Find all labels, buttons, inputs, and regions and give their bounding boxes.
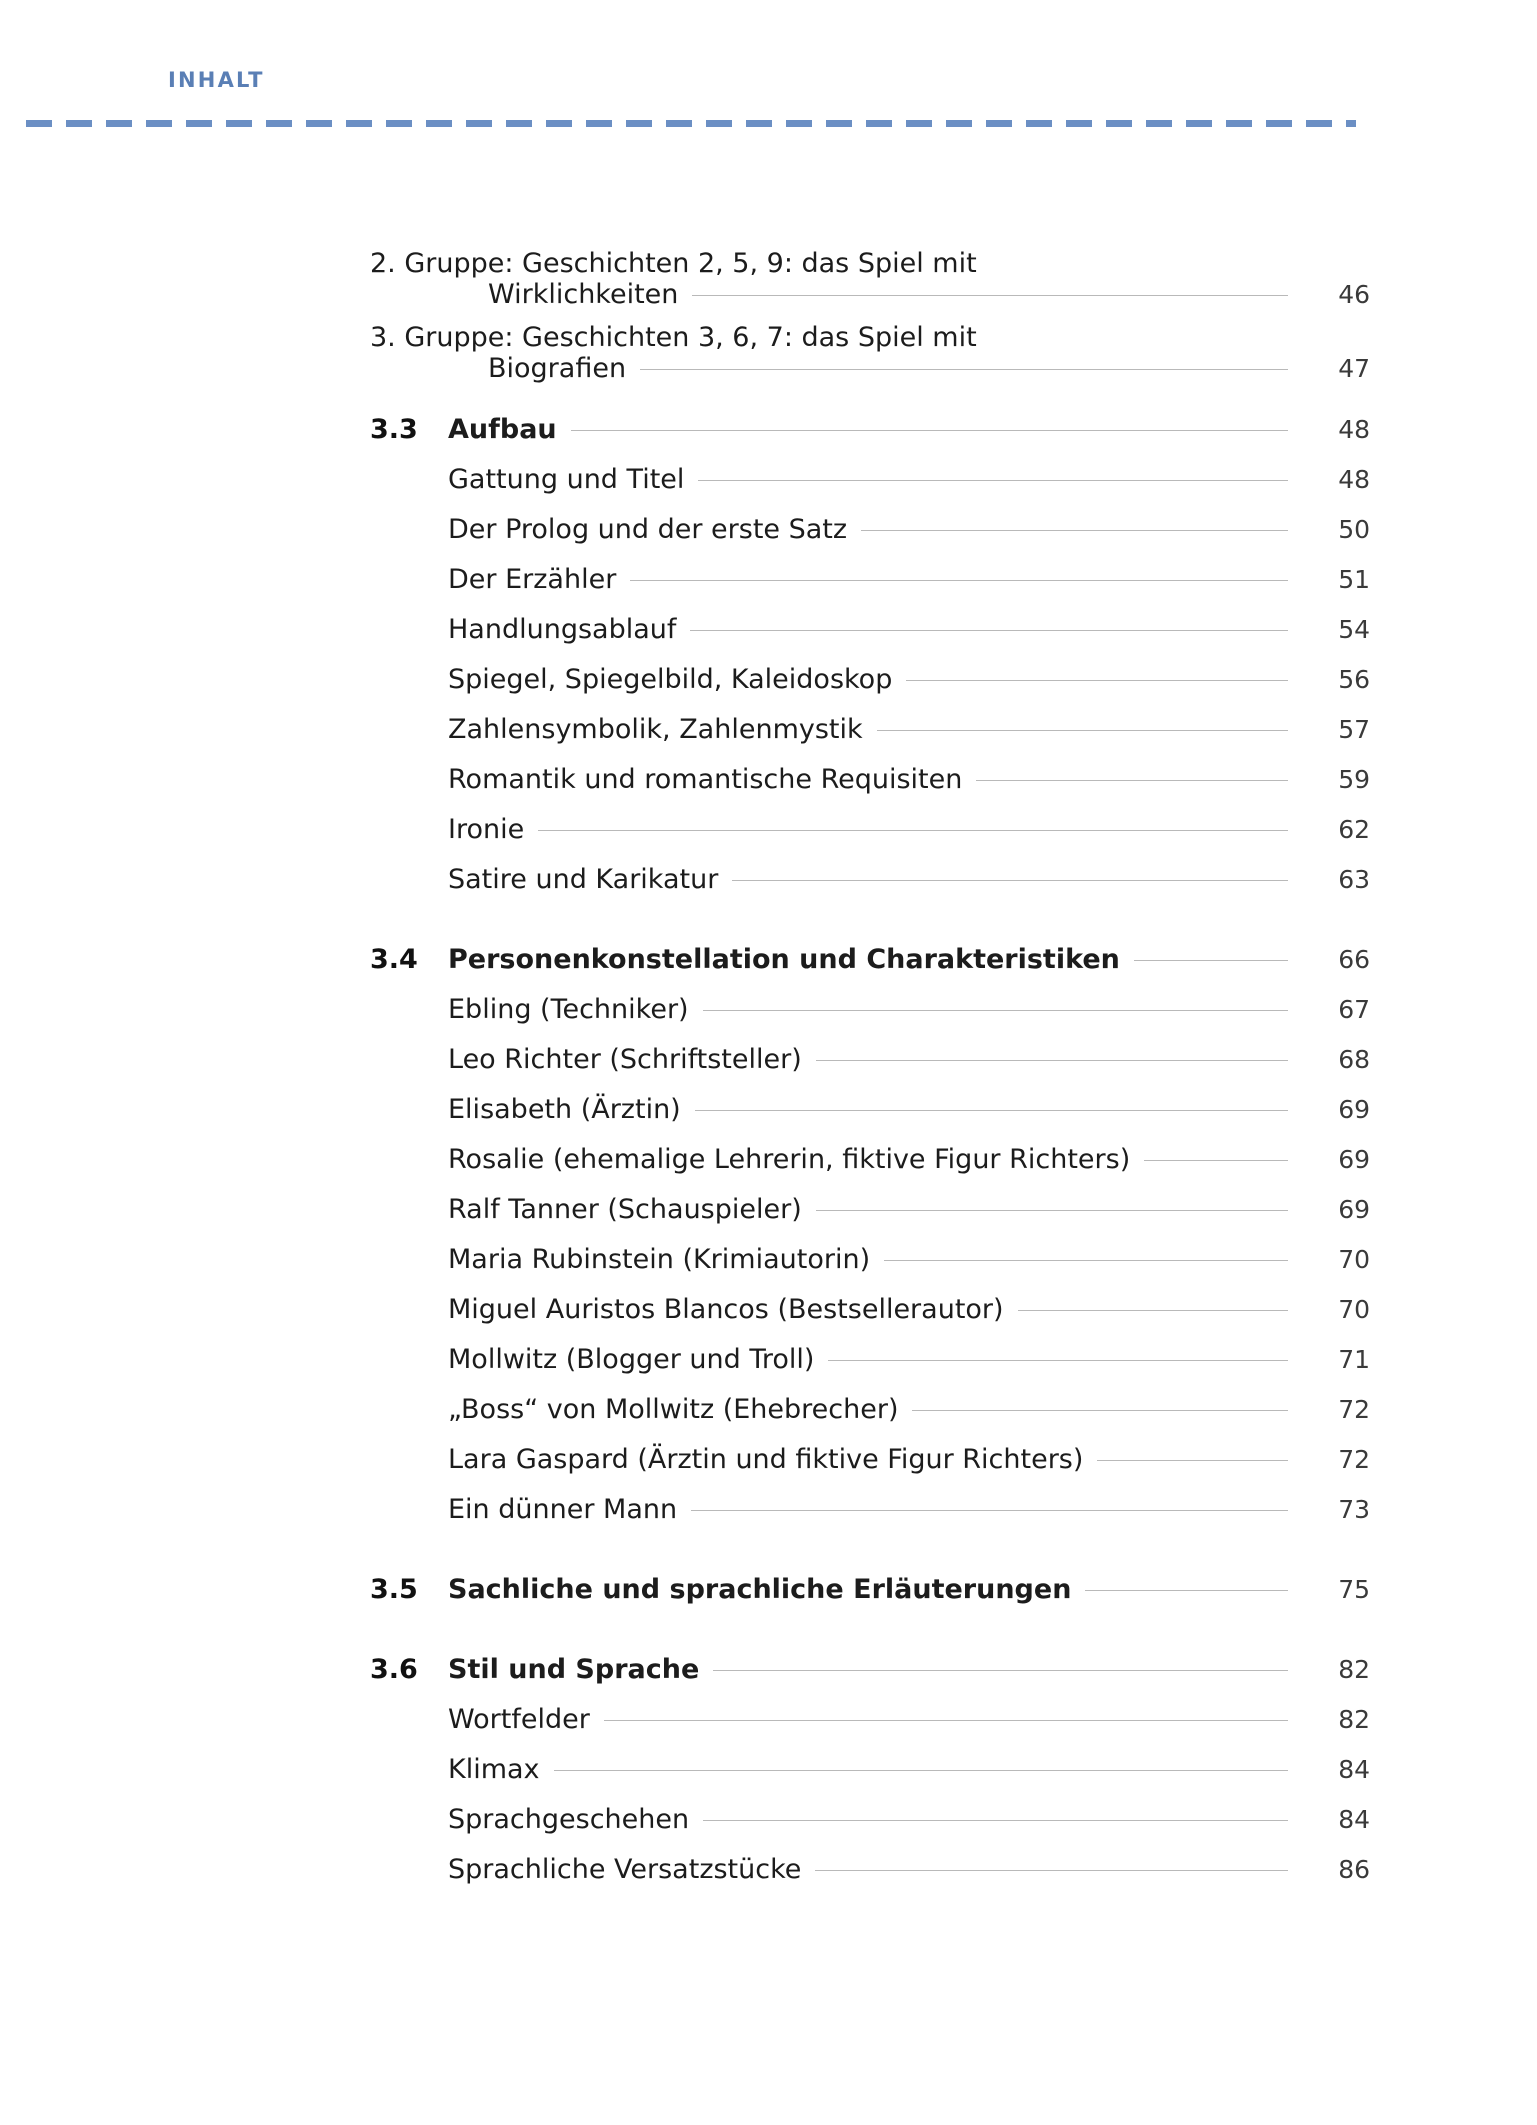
toc-page-number: 48 bbox=[1338, 465, 1370, 494]
toc-leader bbox=[861, 530, 1288, 531]
toc-group-entry[interactable] bbox=[370, 322, 1370, 384]
toc-page-number: 86 bbox=[1338, 1855, 1370, 1884]
toc-section-number: 3.3 bbox=[370, 414, 418, 445]
toc-item-title: Ein dünner Mann bbox=[448, 1494, 678, 1525]
spacer bbox=[0, 310, 1537, 322]
toc-leader bbox=[816, 1210, 1288, 1211]
toc-item-title: Miguel Auristos Blancos (Bestsellerautor) bbox=[448, 1294, 1004, 1325]
toc-item[interactable] bbox=[370, 1344, 1370, 1394]
toc-section-number: 3.6 bbox=[370, 1654, 418, 1685]
toc-leader bbox=[554, 1770, 1288, 1771]
toc-item[interactable] bbox=[370, 1754, 1370, 1804]
toc-group-line2: Wirklichkeiten bbox=[488, 279, 679, 310]
header-label: INHALT bbox=[168, 68, 265, 92]
toc-leader bbox=[604, 1720, 1288, 1721]
spacer bbox=[0, 384, 1537, 414]
toc-item-title: Ebling (Techniker) bbox=[448, 994, 689, 1025]
toc-section-3-6[interactable] bbox=[370, 1654, 1370, 1704]
toc-item[interactable] bbox=[370, 564, 1370, 614]
toc-leader bbox=[816, 1060, 1288, 1061]
toc-item-title: Satire und Karikatur bbox=[448, 864, 719, 895]
toc-item-title: Zahlensymbolik, Zahlenmystik bbox=[448, 714, 863, 745]
spacer bbox=[0, 1624, 1537, 1654]
toc-section-3-4[interactable] bbox=[370, 944, 1370, 994]
toc-item[interactable] bbox=[370, 1394, 1370, 1444]
toc-item-title: Gattung und Titel bbox=[448, 464, 685, 495]
toc-page-number: 68 bbox=[1338, 1045, 1370, 1074]
toc-item[interactable] bbox=[370, 1144, 1370, 1194]
toc-item-title: Lara Gaspard (Ärztin und fiktive Figur Richters) bbox=[448, 1444, 1084, 1475]
toc-group-entry[interactable] bbox=[370, 248, 1370, 310]
toc-page-number: 59 bbox=[1338, 765, 1370, 794]
toc-leader bbox=[732, 880, 1288, 881]
toc-page-number: 84 bbox=[1338, 1755, 1370, 1784]
toc-page-number: 54 bbox=[1338, 615, 1370, 644]
toc-leader bbox=[713, 1670, 1288, 1671]
toc-leader bbox=[912, 1410, 1288, 1411]
toc-page-number: 66 bbox=[1338, 945, 1370, 974]
toc-item[interactable] bbox=[370, 614, 1370, 664]
toc-leader bbox=[691, 1510, 1288, 1511]
toc-leader bbox=[1085, 1590, 1288, 1591]
table-of-contents bbox=[0, 248, 1537, 1904]
toc-page-number: 71 bbox=[1338, 1345, 1370, 1374]
toc-page-number: 46 bbox=[1338, 280, 1370, 309]
toc-page-number: 57 bbox=[1338, 715, 1370, 744]
toc-page-number: 82 bbox=[1338, 1655, 1370, 1684]
toc-section-title: Personenkonstellation und Charakteristiken bbox=[448, 944, 1120, 975]
toc-item-title: Sprachgeschehen bbox=[448, 1804, 690, 1835]
toc-page-number: 75 bbox=[1338, 1575, 1370, 1604]
toc-page-number: 51 bbox=[1338, 565, 1370, 594]
toc-leader bbox=[692, 295, 1288, 296]
toc-leader bbox=[703, 1820, 1288, 1821]
toc-section-title: Stil und Sprache bbox=[448, 1654, 700, 1685]
toc-leader bbox=[698, 480, 1288, 481]
toc-page-number: 72 bbox=[1338, 1395, 1370, 1424]
toc-leader bbox=[1018, 1310, 1288, 1311]
toc-page-number: 47 bbox=[1338, 354, 1370, 383]
toc-leader bbox=[906, 680, 1288, 681]
toc-item[interactable] bbox=[370, 664, 1370, 714]
toc-group-line1: 2. Gruppe: Geschichten 2, 5, 9: das Spiel mit bbox=[370, 248, 977, 279]
toc-leader bbox=[703, 1010, 1288, 1011]
toc-item-title: Romantik und romantische Requisiten bbox=[448, 764, 963, 795]
toc-item-title: Der Prolog und der erste Satz bbox=[448, 514, 848, 545]
toc-page-number: 84 bbox=[1338, 1805, 1370, 1834]
toc-item-title: Handlungsablauf bbox=[448, 614, 677, 645]
toc-item-title: „Boss“ von Mollwitz (Ehebrecher) bbox=[448, 1394, 899, 1425]
toc-page-number: 62 bbox=[1338, 815, 1370, 844]
toc-leader bbox=[571, 430, 1288, 431]
toc-leader bbox=[1134, 960, 1288, 961]
toc-item[interactable] bbox=[370, 994, 1370, 1044]
toc-item[interactable] bbox=[370, 1294, 1370, 1344]
toc-item-title: Maria Rubinstein (Krimiautorin) bbox=[448, 1244, 871, 1275]
toc-item-title: Rosalie (ehemalige Lehrerin, fiktive Figur Richters) bbox=[448, 1144, 1131, 1175]
toc-leader bbox=[828, 1360, 1288, 1361]
toc-item[interactable] bbox=[370, 1044, 1370, 1094]
toc-item[interactable] bbox=[370, 864, 1370, 914]
toc-item-title: Wortfelder bbox=[448, 1704, 590, 1735]
toc-section-number: 3.5 bbox=[370, 1574, 418, 1605]
toc-item-title: Sprachliche Versatzstücke bbox=[448, 1854, 802, 1885]
toc-item[interactable] bbox=[370, 1854, 1370, 1904]
toc-item-title: Ralf Tanner (Schauspieler) bbox=[448, 1194, 802, 1225]
header-dashed-rule bbox=[26, 120, 1356, 127]
toc-page-number: 63 bbox=[1338, 865, 1370, 894]
toc-page-number: 67 bbox=[1338, 995, 1370, 1024]
toc-item[interactable] bbox=[370, 764, 1370, 814]
toc-page-number: 70 bbox=[1338, 1245, 1370, 1274]
toc-item[interactable] bbox=[370, 514, 1370, 564]
toc-item[interactable] bbox=[370, 1444, 1370, 1494]
toc-leader bbox=[815, 1870, 1288, 1871]
toc-leader bbox=[1144, 1160, 1288, 1161]
toc-item[interactable] bbox=[370, 1704, 1370, 1754]
toc-leader bbox=[695, 1110, 1288, 1111]
toc-page-number: 69 bbox=[1338, 1195, 1370, 1224]
toc-item-title: Der Erzähler bbox=[448, 564, 617, 595]
toc-item-title: Ironie bbox=[448, 814, 525, 845]
toc-page-number: 50 bbox=[1338, 515, 1370, 544]
spacer bbox=[0, 1544, 1537, 1574]
toc-page-number: 56 bbox=[1338, 665, 1370, 694]
toc-item[interactable] bbox=[370, 1094, 1370, 1144]
page-header bbox=[0, 0, 1537, 140]
toc-item[interactable] bbox=[370, 1494, 1370, 1544]
toc-leader bbox=[884, 1260, 1288, 1261]
toc-leader bbox=[538, 830, 1288, 831]
toc-leader bbox=[630, 580, 1288, 581]
toc-item-title: Spiegel, Spiegelbild, Kaleidoskop bbox=[448, 664, 893, 695]
toc-page-number: 48 bbox=[1338, 415, 1370, 444]
toc-item[interactable] bbox=[370, 1804, 1370, 1854]
toc-item-title: Elisabeth (Ärztin) bbox=[448, 1094, 681, 1125]
toc-item[interactable] bbox=[370, 1244, 1370, 1294]
toc-section-number: 3.4 bbox=[370, 944, 418, 975]
toc-group-line1: 3. Gruppe: Geschichten 3, 6, 7: das Spiel mit bbox=[370, 322, 977, 353]
toc-item[interactable] bbox=[370, 714, 1370, 764]
toc-page-number: 72 bbox=[1338, 1445, 1370, 1474]
toc-section-title: Sachliche und sprachliche Erläuterungen bbox=[448, 1574, 1072, 1605]
toc-section-3-5[interactable] bbox=[370, 1574, 1370, 1624]
toc-leader bbox=[877, 730, 1288, 731]
toc-page-number: 69 bbox=[1338, 1145, 1370, 1174]
spacer bbox=[0, 914, 1537, 944]
toc-item-title: Klimax bbox=[448, 1754, 540, 1785]
toc-leader bbox=[640, 369, 1288, 370]
toc-item-title: Leo Richter (Schriftsteller) bbox=[448, 1044, 802, 1075]
toc-group-line2: Biografien bbox=[488, 353, 627, 384]
toc-item[interactable] bbox=[370, 1194, 1370, 1244]
toc-item-title: Mollwitz (Blogger und Troll) bbox=[448, 1344, 815, 1375]
toc-leader bbox=[976, 780, 1288, 781]
toc-leader bbox=[690, 630, 1288, 631]
toc-page-number: 69 bbox=[1338, 1095, 1370, 1124]
toc-page-number: 70 bbox=[1338, 1295, 1370, 1324]
toc-section-title: Aufbau bbox=[448, 414, 557, 445]
toc-page-number: 82 bbox=[1338, 1705, 1370, 1734]
toc-section-3-3[interactable] bbox=[370, 414, 1370, 464]
toc-page-number: 73 bbox=[1338, 1495, 1370, 1524]
toc-item[interactable] bbox=[370, 814, 1370, 864]
toc-item[interactable] bbox=[370, 464, 1370, 514]
toc-leader bbox=[1097, 1460, 1288, 1461]
